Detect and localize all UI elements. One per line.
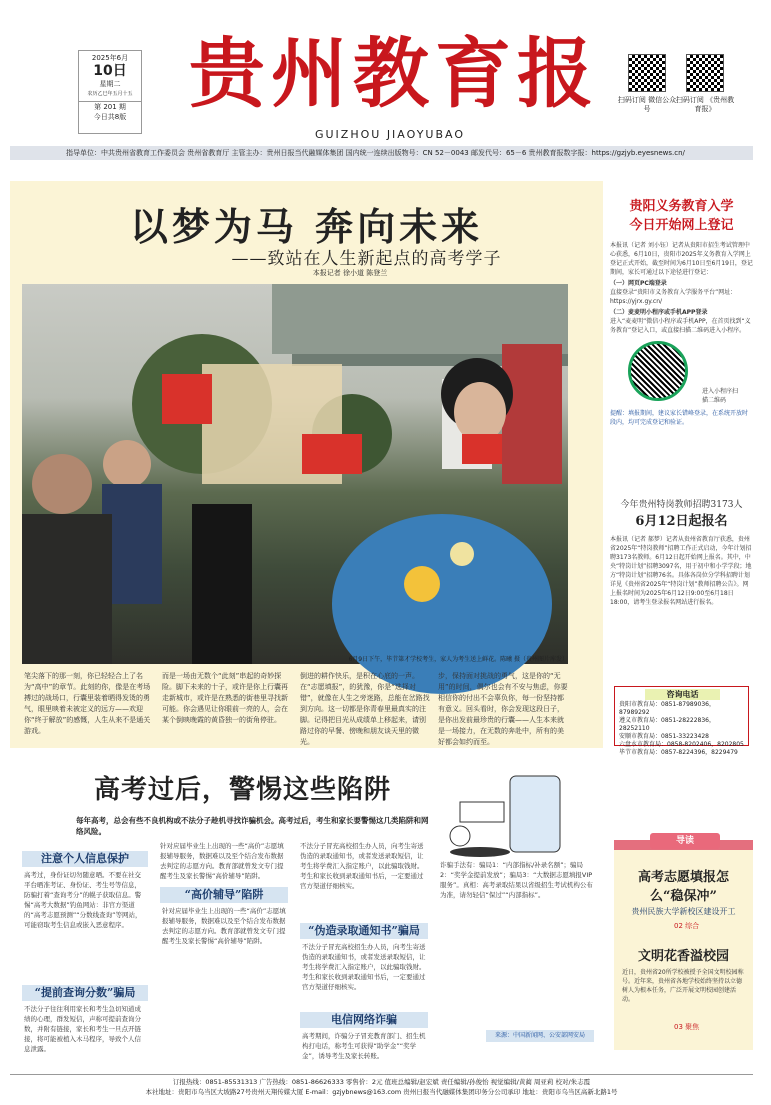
- date-box: [78, 50, 142, 134]
- enrollment-way2-text: 进入“麦麦明”微信小程序或手机APP，在首页找到“义务教育”登记入口，或直接扫描二维码进入小程序。: [610, 318, 751, 334]
- enrollment-story: [610, 181, 753, 485]
- enrollment-way1: （一）网页PC端登录: [610, 280, 667, 287]
- feature-subhead: ——致站在人生新起点的高考学子: [231, 249, 502, 269]
- recruit-text: 本报讯（记者 郝梦）记者从贵州省教育厅获悉，贵州省2025年“特岗教师”招聘工作正式启动，今年计划招聘3173名教师。6月12日起开始网上报名。其中，中央“特岗计划”招聘3097名，用于初中和小学学段；地方“特岗计划”招聘76名。具体各岗位分学科招聘计划详见《贵州省2025年“特岗计划”教师招聘公告》。网上报名时间为2025年6月12日9:00至6月18日18:00，请考生登录报名网站进行报名。: [610, 536, 752, 606]
- hotline-line: 毕节市教育局：0857-8224396，8229479: [619, 749, 738, 756]
- guide-item2-title[interactable]: 文明花香溢校园: [637, 949, 729, 964]
- newspaper-title: 贵州教育报: [189, 29, 599, 118]
- box-score-title: “提前查询分数”骗局: [22, 985, 148, 1001]
- phone-scam-illustration: [440, 772, 570, 858]
- footer-line-2: 本社地址：贵阳市乌当区大坡路27号贵州天翔传媒大厦 E-mail：gzjybnews@163.com 贵州日报当代融媒体集团印务分公司承印 地址：贵阳市乌当区高新北路1号: [145, 1088, 618, 1096]
- feature-photo: [22, 284, 568, 664]
- hotline-title: 咨询电话: [645, 689, 720, 700]
- photo-caption: 6月9日下午，毕节第才学校考生，家人为考生送上鲜花。陈曦 摄（贵州图片库发）: [348, 656, 568, 663]
- scam-intro: 每年高考，总会有些不良机构或不法分子趁机寻找诈骗机会。高考过后，考生和家长要警惕这几类陷阱和网络风险。: [76, 816, 429, 836]
- box-privacy-text: 高考过，身份证切勿随意晒。不要在社交平台晒准考证、身份证、考生号等信息，防骗打着“查询考分”的幌子获取信息。警惕“高考大数据”钓鱼网站：非官方渠道的“高考志愿预测”“分数线查询”等网站，可能窃取考生信息或嵌入恶意程序。: [24, 871, 142, 929]
- feature-column-4: 步，保持面对挑战的勇气，这是你的“无用”的时间，偶尔也会有不安与焦虑，你要相信你的付出不会辜负你，每一份坚持都有意义。回头看时，你会发现这段日子，是你出发前最珍贵的行囊——人生本来就是一场接力，在无数的奔赴中，所有的美好都会如约而至。: [438, 672, 568, 746]
- recruit-title-1: 今年贵州特岗教师招聘3173人: [620, 500, 743, 510]
- guide-label: 导读: [650, 833, 720, 849]
- graduation-photo-illustration: [22, 284, 568, 664]
- column-3-intro: 不法分子冒充高校招生办人员，向考生寄送伪造的录取通知书，或者发送录取短信，让考生将学费汇入指定账户，以此骗取钱财。考生和家长收到录取通知书后，一定要通过官方渠道仔细核实。: [300, 842, 424, 890]
- guide-item2-page: 03 聚焦: [674, 1023, 700, 1031]
- box-tutoring-title: “高价辅导”陷阱: [160, 887, 288, 903]
- guide-item1-sub[interactable]: 贵州民族大学新校区建设开工: [631, 907, 736, 916]
- enrollment-way1-text: 直接登录“贵阳市义务教育入学服务平台”网址：https://yjrx.gy.cn/: [610, 289, 737, 305]
- footer-line-1: 订报热线：0851-85531313 广告热线：0851-86626333 零售价：2元 值班总编辑/赵宏斌 责任编辑/孙俊怡 视觉编辑/黄蔺 周亚莉 校对/朱志霞: [172, 1078, 591, 1086]
- feature-column-2: 而是一场由无数个“此刻”串起的奇妙探险。脚下未来的十子，或许是你上行囊再走新城市，或许是在熟悉的街巷里寻找新可能。你会遇见让你眼前一亮的人，会在某个倒映晚霞的黄昏独一的街角停驻。: [162, 672, 288, 724]
- subscribe-qr-icon: [686, 54, 724, 92]
- hotline-line: 遵义市教育局：0851-28222836，28252110: [619, 717, 715, 732]
- feature-column-3: 倒进的耕作快乐，是积在心底的一声。在“志愿填报”，的犹豫，你是“选择对错”，就像在人生之旁迷路，总能在岔路找到方向。这一切都是你青春里最真实的注脚。记得把目光从成绩单上移起来，请别路过你的早餐、傍晚和朋友谈天里的微光。: [300, 672, 430, 746]
- weekday: 星期二: [99, 80, 121, 88]
- date-year-month: 2025年6月: [91, 54, 129, 62]
- source-label: 来源：中国新闻网、公安部网安局: [486, 1030, 594, 1042]
- guide-item1-page: 02 综合: [674, 922, 700, 930]
- box-fake-letter-text: 不法分子冒充高校招生办人员，向考生寄送伪造的录取通知书，或者发送录取短信，让考生将学费汇入指定账户，以此骗取钱财。考生和家长收到录取通知书后，一定要通过官方渠道仔细核实。: [302, 943, 426, 991]
- wechat-qr-icon: [628, 54, 666, 92]
- feature-headline: 以梦为马 奔向未来: [129, 204, 484, 249]
- column-4-text: 诈骗手法有：骗局1：“内部指标/补录名额”；骗局2：“奖学金提前发放”；骗局3：“大数据志愿填报VIP服务”。真相：高考录取结果以省级招生考试机构公布为准，请勿轻信“保过”“内部指标”。: [440, 861, 593, 899]
- hotline-line: 六盘水市教育局：0858-8202406，8202805: [619, 741, 744, 748]
- guide-box: [614, 840, 753, 1050]
- qr1-caption: 扫码订阅 微信公众号: [617, 96, 677, 113]
- hotline-line: 贵阳市教育局：0851-87989036，87989292: [619, 701, 715, 716]
- box-telecom-text: 高考期间，诈骗分子冒充教育部门、招生机构打电话，称考生可获得“助学金”“奖学金”，诱导考生及家长转账。: [302, 1032, 426, 1060]
- box-tutoring-text: 针对应届毕业生上出现的一些“高价”志愿填报辅导服务，数据难以及至个结合发布数据去判定的志愿方向。教育部就曾发文专门提醒考生及家长警惕“高价辅导”陷阱。: [162, 907, 286, 945]
- newspaper-pinyin: GUIZHOU JIAOYUBAO: [314, 128, 465, 141]
- hotline-box: [614, 686, 749, 756]
- recruit-title-2: 6月12日起报名: [635, 514, 728, 529]
- box-privacy-title: 注意个人信息保护: [22, 851, 148, 867]
- enrollment-title-1: 贵阳义务教育入学: [629, 199, 734, 214]
- guide-item2-text: 近日，贵州省20所学校被授予全国文明校园称号。近年来，贵州省各地学校始终坚持以立德树人为根本任务，广泛开展文明校园创建活动。: [622, 969, 744, 1003]
- page-count: 今日共8版: [93, 113, 127, 121]
- publisher-info-bar: 指导单位：中共贵州省教育工作委员会 贵州省教育厅 主管主办：贵州日报当代融媒体集团 国内统一连续出版物号：CN 52－0043 邮发代号：65－6 贵州教育报数字报：https://gzjyb.eyesnews.cn/: [10, 146, 753, 160]
- guide-item1-title[interactable]: 高考志愿填报怎么“稳保冲”: [637, 870, 729, 904]
- enrollment-title-2: 今日开始网上登记: [629, 218, 734, 233]
- qr-label: 进入小程序扫描二维码: [702, 388, 739, 404]
- box-fake-letter-title: “伪造录取通知书”骗局: [300, 923, 428, 939]
- hotline-line: 安顺市教育局：0851-33223428: [619, 733, 709, 740]
- mini-program-qr-icon: [628, 341, 688, 401]
- footer: [10, 1074, 753, 1097]
- box-score-text: 不法分子往往利用家长和考生急切知道成绩的心理，群发短信，声称可提前查询分数，并附有链接，家长和考生一旦点开链接，将可能被植入木马程序，导致个人信息泄露。: [24, 1005, 141, 1053]
- date-day: 10日: [93, 63, 127, 79]
- feature-column-1: 笔尖落下的那一刻，你已轻轻合上了名为“高中”的章节。此刻的你，像是在考场搏过的战场口，行囊里装着晒得发烫的勇气，眼里映着未被定义的远方——欢迎你“终于解放”的感慨，人生从来不是通关游戏。: [24, 672, 151, 735]
- column-2-intro: 针对应届毕业生上出现的一些“高价”志愿填报辅导服务，数据难以及至个结合发布数据去判定的志愿方向。教育部就曾发文专门提醒考生及家长警惕“高价辅导”陷阱。: [160, 842, 284, 880]
- enrollment-lead: 本报讯（记者 刘小钰）记者从贵阳市招生考试管理中心获悉，6月10日，贵阳市2025年义务教育入学网上登记正式开始，截至时间为6月10日至6月19日，登记期间，家长可通过以下途径进行登记：: [610, 242, 753, 276]
- scam-headline: 高考过后，警惕这些陷阱: [94, 775, 392, 805]
- enrollment-tip: 提醒：填报期间，建议家长错峰登录，在系统开放时段内，均可完成登记和验证。: [610, 410, 749, 426]
- enrollment-way2: （二）麦麦明小程序或手机APP登录: [610, 309, 708, 316]
- lunar-date: 农历乙巳年五月十五: [87, 91, 133, 97]
- feature-byline: 本报记者 徐小道 陈登兰: [312, 269, 388, 277]
- qr2-caption: 扫码订阅 《贵州教育报》: [675, 96, 735, 113]
- issue-number: 第 201 期: [79, 101, 141, 112]
- box-telecom-title: 电信网络诈骗: [300, 1012, 428, 1028]
